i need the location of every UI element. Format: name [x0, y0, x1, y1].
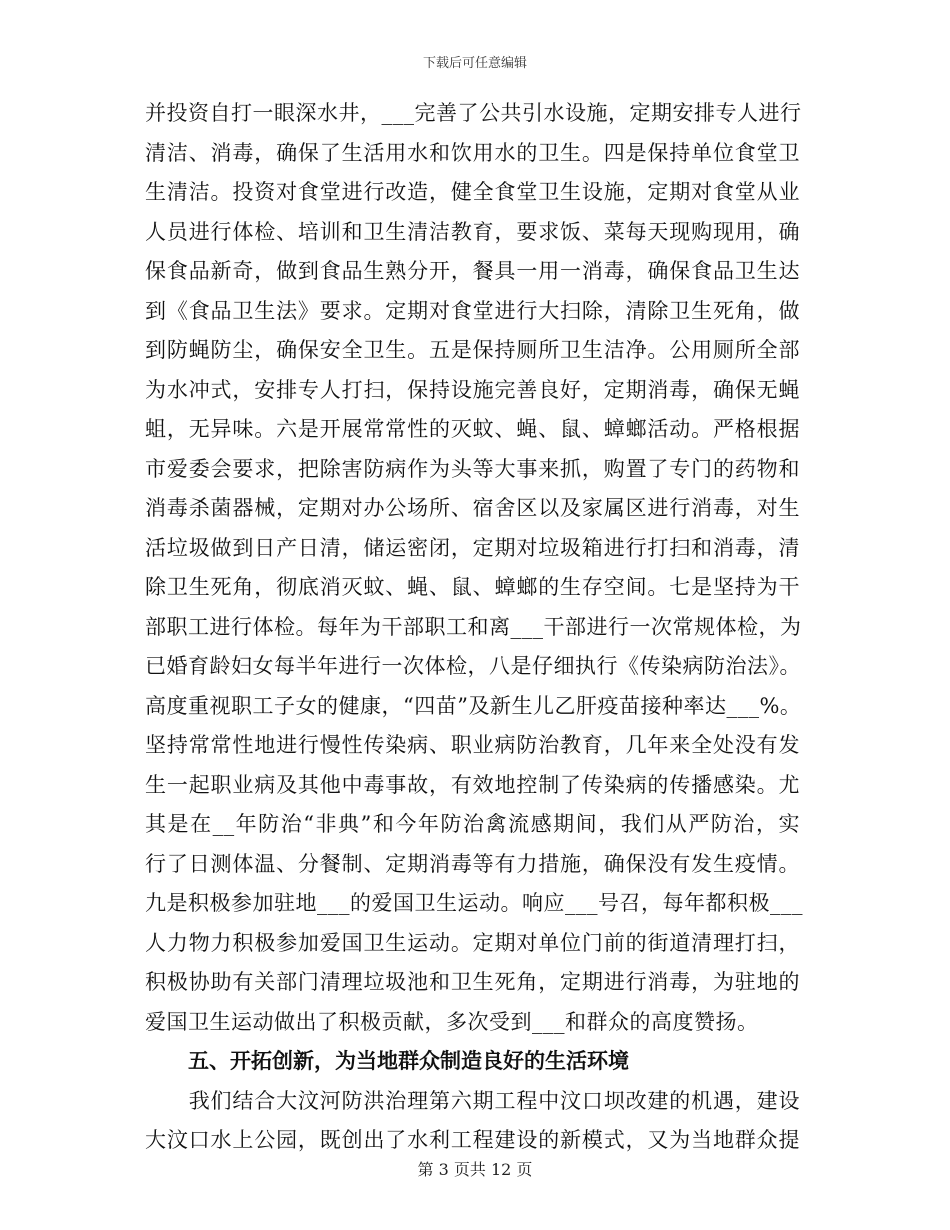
text-line: 保食品新奇，做到食品生熟分开，餐具一用一消毒，确保食品卫生达: [145, 259, 800, 283]
text-line: 已婚育龄妇女每半年进行一次体检，八是仔细执行《传染病防治法》。: [145, 654, 801, 678]
section-heading: 五、开拓创新，为当地群众制造良好的生活环境: [188, 1049, 629, 1073]
text-line: 爱国卫生运动做出了积极贡献，多次受到___和群众的高度赞扬。: [145, 1009, 759, 1034]
text-line: 蛆，无异味。六是开展常常性的灭蚊、蝇、鼠、蟑螂活动。严格根据: [145, 417, 800, 441]
page-footer: 第 3 页共 12 页: [417, 1160, 533, 1179]
text-line: 坚持常常性地进行慢性传染病、职业病防治教育，几年来全处没有发: [145, 733, 800, 757]
text-line: 大汶口水上公园，既创出了水利工程建设的新模式，又为当地群众提: [145, 1128, 800, 1152]
text-line: 生清洁。投资对食堂进行改造，健全食堂卫生设施，定期对食堂从业: [145, 180, 800, 204]
text-line: 积极协助有关部门清理垃圾池和卫生死角，定期进行消毒，为驻地的: [145, 970, 800, 994]
text-line: 为水冲式，安排专人打扫，保持设施完善良好，定期消毒，确保无蝇: [145, 377, 800, 402]
text-line: 九是积极参加驻地___的爱国卫生运动。响应___号召，每年都积极___: [145, 891, 803, 915]
text-line: 人员进行体检、培训和卫生清洁教育，要求饭、菜每天现购现用，确: [145, 219, 800, 244]
text-line: 到《食品卫生法》要求。定期对食堂进行大扫除，清除卫生死角，做: [145, 298, 800, 323]
document-body: [145, 94, 803, 1161]
text-line: 人力物力积极参加爱国卫生运动。定期对单位门前的街道清理打扫，: [145, 930, 800, 955]
text-line: 并投资自打一眼深水井，___完善了公共引水设施，定期安排专人进行: [145, 101, 802, 125]
text-line: 除卫生死角，彻底消灭蚊、蝇、鼠、蟑螂的生存空间。七是坚持为干: [145, 575, 800, 599]
text-line: 活垃圾做到日产日清，储运密闭，定期对垃圾箱进行打扫和消毒，清: [145, 535, 800, 560]
text-line: 行了日测体温、分餐制、定期消毒等有力措施，确保没有发生疫情。: [145, 851, 800, 876]
text-line: 其是在__年防治“非典”和今年防治禽流感期间，我们从严防治，实: [145, 812, 800, 836]
paragraph-main: [145, 94, 803, 1042]
text-line: 生一起职业病及其他中毒事故，有效地控制了传染病的传播感染。尤: [145, 772, 800, 797]
text-line: 高度重视职工子女的健康，“四苗”及新生儿乙肝疫苗接种率达___%。: [145, 693, 802, 718]
text-line: 清洁、消毒，确保了生活用水和饮用水的卫生。四是保持单位食堂卫: [145, 140, 800, 165]
text-line: 到防蝇防尘，确保安全卫生。五是保持厕所卫生洁净。公用厕所全部: [145, 338, 800, 362]
text-line: 部职工进行体检。每年为干部职工和离___干部进行一次常规体检，为: [145, 614, 802, 639]
text-line: 我们结合大汶河防洪治理第六期工程中汶口坝改建的机遇，建设: [145, 1088, 800, 1113]
text-line: 消毒杀菌器械，定期对办公场所、宿舍区以及家属区进行消毒，对生: [145, 496, 800, 520]
page-header: 下载后可任意编辑: [422, 56, 527, 71]
paragraph-section-five: [145, 1082, 800, 1161]
text-line: 市爱委会要求，把除害防病作为头等大事来抓，购置了专门的药物和: [145, 456, 800, 481]
